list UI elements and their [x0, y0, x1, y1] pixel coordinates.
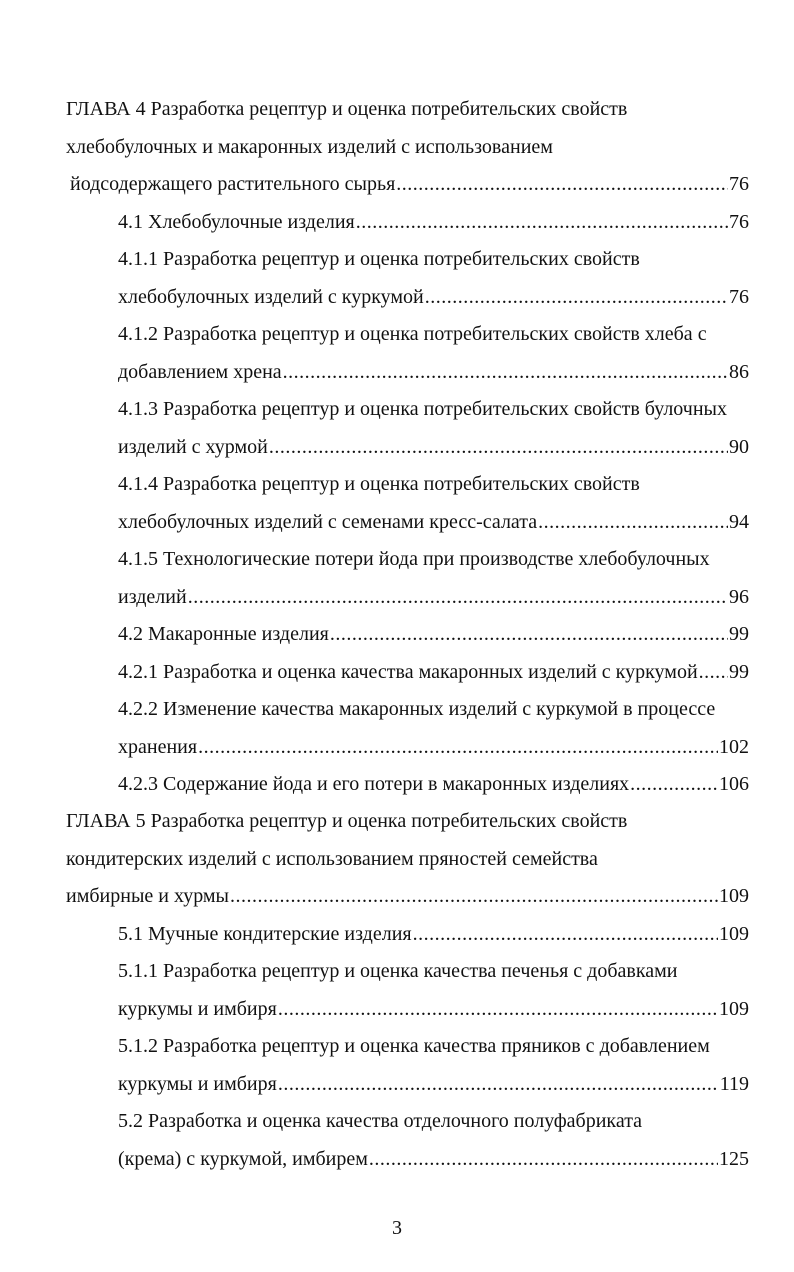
- toc-entry-5-1: [118, 922, 749, 946]
- dot-leader: [188, 585, 728, 609]
- entry-4-1-2-line-2: добавлением хрена: [118, 361, 282, 383]
- entry-4-2-2-line-2: хранения: [118, 736, 198, 758]
- dot-leader: [269, 435, 728, 459]
- entry-title: 4.2.1 Разработка и оценка качества макаронных изделий с куркумой: [118, 661, 698, 683]
- page-ref: 102: [719, 736, 749, 758]
- toc-entry-4-2-2: [118, 735, 749, 759]
- dot-leader: [356, 210, 728, 234]
- toc-entry-4-1-1: [118, 285, 749, 309]
- dot-leader: [699, 660, 728, 684]
- dot-leader: [538, 510, 728, 534]
- page-ref: 106: [719, 773, 749, 795]
- page-ref: 94: [729, 511, 749, 533]
- entry-4-1-3-line-2: изделий с хурмой: [118, 436, 268, 458]
- entry-title: 4.1 Хлебобулочные изделия: [118, 211, 355, 233]
- toc-entry-4-2: [118, 622, 749, 646]
- toc-entry-chapter-5: [66, 884, 749, 908]
- dot-leader: [413, 922, 718, 946]
- page-ref: 109: [719, 923, 749, 945]
- dot-leader: [283, 360, 728, 384]
- toc-entry-4-2-1: [118, 660, 749, 684]
- entry-4-1-2-line-1: 4.1.2 Разработка рецептур и оценка потребительских свойств хлеба с: [118, 323, 707, 345]
- page-ref: 86: [729, 361, 749, 383]
- chapter-4-title-line-2: хлебобулочных и макаронных изделий с использованием: [66, 136, 553, 158]
- entry-title: 5.1 Мучные кондитерские изделия: [118, 923, 412, 945]
- page-ref: 76: [729, 173, 749, 195]
- dot-leader: [425, 285, 728, 309]
- toc-entry-4-2-3: [118, 772, 749, 796]
- toc-entry-4-1: [118, 210, 749, 234]
- entry-5-1-2-line-1: 5.1.2 Разработка рецептур и оценка качества пряников с добавлением: [118, 1035, 710, 1057]
- page-ref: 109: [719, 885, 749, 907]
- entry-4-1-4-line-2: хлебобулочных изделий с семенами кресс-салата: [118, 511, 538, 533]
- dot-leader: [278, 997, 718, 1021]
- toc-entry-4-1-3: [118, 435, 749, 459]
- toc-entry-5-1-1: [118, 997, 749, 1021]
- chapter-4-title-line-3: йодсодержащего растительного сырья: [70, 173, 396, 195]
- toc-entry-5-1-2: [118, 1072, 749, 1096]
- page-ref: 96: [729, 586, 749, 608]
- chapter-4-title-line-1: ГЛАВА 4 Разработка рецептур и оценка потребительских свойств: [66, 98, 628, 120]
- chapter-5-title-line-1: ГЛАВА 5 Разработка рецептур и оценка потребительских свойств: [66, 810, 628, 832]
- dot-leader: [369, 1147, 718, 1171]
- entry-5-2-line-1: 5.2 Разработка и оценка качества отделочного полуфабриката: [118, 1110, 643, 1132]
- dot-leader: [396, 172, 728, 196]
- toc-entry-5-2: [118, 1147, 749, 1171]
- page-ref: 76: [729, 286, 749, 308]
- toc-entry-chapter-4: [66, 172, 749, 196]
- page-ref: 109: [719, 998, 749, 1020]
- entry-5-1-1-line-1: 5.1.1 Разработка рецептур и оценка качества печенья с добавками: [118, 960, 678, 982]
- entry-4-1-3-line-1: 4.1.3 Разработка рецептур и оценка потребительских свойств булочных: [118, 398, 727, 420]
- dot-leader: [330, 622, 728, 646]
- entry-4-2-2-line-1: 4.2.2 Изменение качества макаронных изделий с куркумой в процессе: [118, 698, 716, 720]
- page-ref: 99: [729, 623, 749, 645]
- page-ref: 90: [729, 436, 749, 458]
- toc-entry-4-1-4: [118, 510, 749, 534]
- dot-leader: [198, 735, 718, 759]
- page-ref: 119: [719, 1073, 749, 1095]
- entry-4-1-1-line-1: 4.1.1 Разработка рецептур и оценка потребительских свойств: [118, 248, 640, 270]
- entry-5-1-1-line-2: куркумы и имбиря: [118, 998, 277, 1020]
- chapter-5-title-line-3: имбирные и хурмы: [66, 885, 229, 907]
- page-ref: 99: [729, 661, 749, 683]
- page-ref: 76: [729, 211, 749, 233]
- dot-leader: [230, 884, 718, 908]
- chapter-5-title-line-2: кондитерских изделий с использованием пряностей семейства: [66, 848, 598, 870]
- entry-4-1-1-line-2: хлебобулочных изделий с куркумой: [118, 286, 424, 308]
- page-number: 3: [392, 1217, 402, 1239]
- entry-5-1-2-line-2: куркумы и имбиря: [118, 1073, 277, 1095]
- toc-entry-4-1-2: [118, 360, 749, 384]
- entry-4-1-5-line-1: 4.1.5 Технологические потери йода при производстве хлебобулочных: [118, 548, 710, 570]
- entry-5-2-line-2: (крема) с куркумой, имбирем: [118, 1148, 368, 1170]
- dot-leader: [630, 772, 718, 796]
- entry-4-1-4-line-1: 4.1.4 Разработка рецептур и оценка потребительских свойств: [118, 473, 640, 495]
- entry-title: 4.2 Макаронные изделия: [118, 623, 329, 645]
- entry-title: 4.2.3 Содержание йода и его потери в макаронных изделиях: [118, 773, 630, 795]
- page-ref: 125: [719, 1148, 749, 1170]
- toc-entry-4-1-5: [118, 585, 749, 609]
- dot-leader: [278, 1072, 719, 1096]
- entry-4-1-5-line-2: изделий: [118, 586, 187, 608]
